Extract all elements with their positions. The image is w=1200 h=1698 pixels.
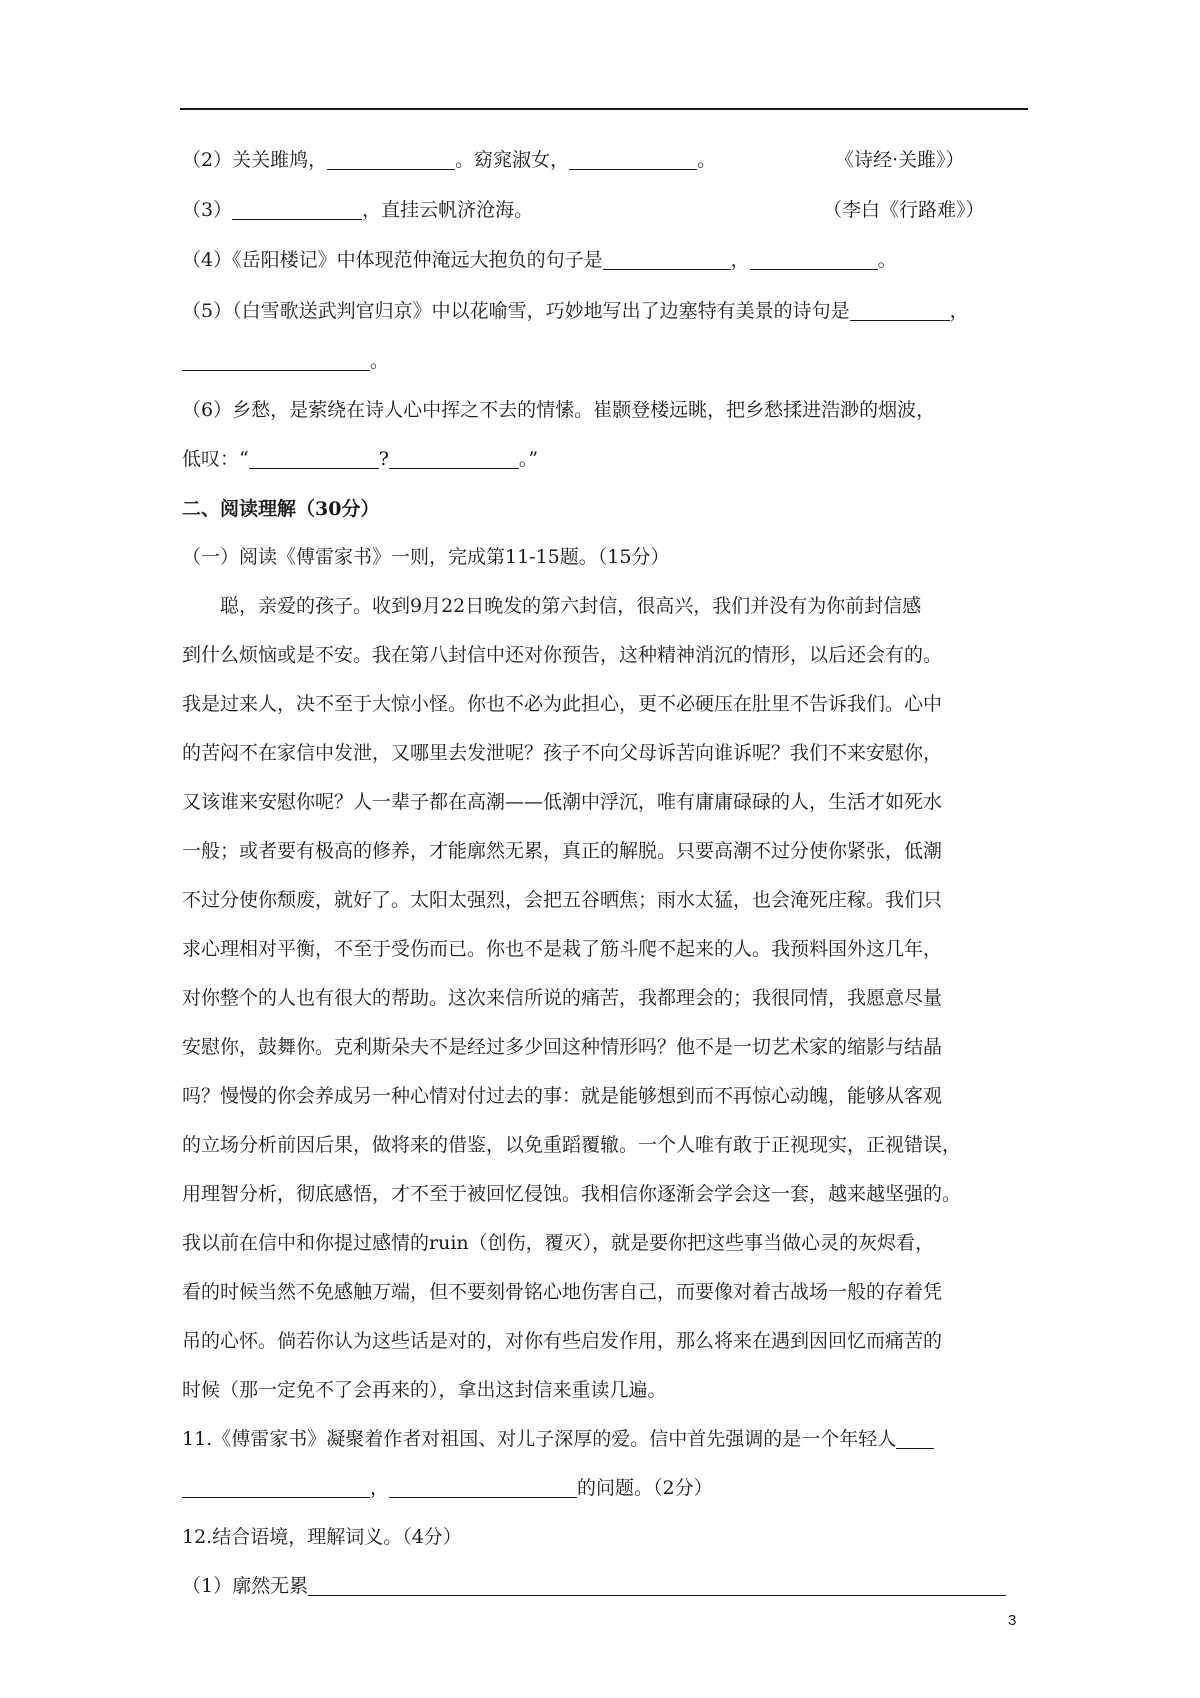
section-subheading: （一）阅读《傅雷家书》一则，完成第11-15题。（15分） [182, 546, 670, 568]
passage-line: 我以前在信中和你提过感情的ruin（创伤，覆灭），就是要你把这些事当做心灵的灰烬看， [182, 1232, 935, 1254]
question-11-stem: 11.《傅雷家书》凝聚着作者对祖国、对儿子深厚的爱。信中首先强调的是一个年轻人 [182, 1428, 897, 1450]
item-2-source: 《诗经·关雎》） [835, 149, 965, 171]
passage-line: 的立场分析前因后果，做将来的借鉴，以免重蹈覆辙。一个人唯有敢于正视现实，正视错误， [182, 1134, 962, 1156]
item-4-text-a: （4）《岳阳楼记》中体现范仲淹远大抱负的句子是 [182, 249, 603, 271]
item-4-text-c: 。 [877, 249, 897, 271]
question-11-line1 [182, 1426, 934, 1452]
item-3-source: （李白《行路难》） [823, 199, 985, 221]
answer-blank[interactable] [308, 1575, 1006, 1596]
answer-blank[interactable] [569, 149, 697, 170]
passage-line: 又该谁来安慰你呢？人一辈子都在高潮——低潮中浮沉，唯有庸庸碌碌的人，生活才如死水 [182, 791, 943, 813]
item-5-text-c: 。 [370, 350, 390, 372]
passage-line: 聪，亲爱的孩子。收到9月22日晚发的第六封信，很高兴，我们并没有为你前封信感 [220, 595, 922, 617]
question-11-separator: ， [370, 1477, 390, 1499]
passage-line: 求心理相对平衡，不至于受伤而已。你也不是栽了筋斗爬不起来的人。我预料国外这几年， [182, 938, 943, 960]
passage-line: 不过分使你颓废，就好了。太阳太强烈，会把五谷晒焦；雨水太猛，也会淹死庄稼。我们只 [182, 889, 943, 911]
header-rule [180, 108, 1028, 110]
answer-blank[interactable] [327, 149, 455, 170]
answer-blank[interactable] [896, 1428, 934, 1449]
answer-blank[interactable] [249, 448, 379, 469]
question-12-sub1 [182, 1573, 1006, 1599]
answer-blank[interactable] [232, 199, 362, 220]
page-number: 3 [1008, 1612, 1017, 1629]
item-4-text-b: ， [730, 249, 750, 271]
answer-blank[interactable] [750, 249, 878, 270]
answer-blank[interactable] [182, 1477, 370, 1498]
item-6-line2 [182, 446, 538, 472]
item-2-text-a: （2）关关雎鸠， [182, 149, 328, 171]
question-11-line2 [182, 1475, 713, 1501]
passage-line: 吗？慢慢的你会养成另一种心情对付过去的事：就是能够想到而不再惊心动魄，能够从客观 [182, 1085, 943, 1107]
item-3 [182, 197, 533, 223]
passage-line: 对你整个的人也有很大的帮助。这次来信所说的痛苦，我都理会的；我很同情，我愿意尽量 [182, 987, 943, 1009]
item-4 [182, 247, 897, 273]
item-2-text-b: 。窈窕淑女， [455, 149, 570, 171]
passage-line: 吊的心怀。倘若你认为这些话是对的，对你有些启发作用，那么将来在遇到因回忆而痛苦的 [182, 1330, 943, 1352]
passage-line: 一般；或者要有极高的修养，才能廓然无累，真正的解脱。只要高潮不过分使你紧张，低潮 [182, 840, 943, 862]
passage-line: 看的时候当然不免感触万端，但不要刻骨铭心地伤害自己，而要像对着古战场一般的存着凭 [182, 1281, 943, 1303]
passage-line: 我是过来人，决不至于大惊小怪。你也不必为此担心，更不必硬压在肚里不告诉我们。心中 [182, 693, 943, 715]
item-5-text-b: ， [949, 300, 969, 322]
item-6-text-a: 低叹：“ [182, 448, 249, 470]
item-3-text-b: ，直挂云帆济沧海。 [362, 199, 534, 221]
answer-blank[interactable] [182, 350, 370, 371]
item-6-line1: （6）乡愁，是萦绕在诗人心中挥之不去的情愫。崔颢登楼远眺，把乡愁揉进浩渺的烟波， [182, 399, 936, 421]
passage-line: 时候（那一定免不了会再来的），拿出这封信来重读几遍。 [182, 1379, 667, 1401]
answer-blank[interactable] [850, 300, 950, 321]
item-3-text-a: （3） [182, 199, 233, 221]
answer-blank[interactable] [389, 1477, 577, 1498]
item-6-text-b: ? [378, 448, 389, 470]
section-heading: 二、阅读理解（30分） [182, 498, 380, 520]
passage-line: 用理智分析，彻底感悟，才不至于被回忆侵蚀。我相信你逐渐会学会这一套，越来越坚强的。 [182, 1183, 962, 1205]
item-5-text-a: （5）（白雪歌送武判官归京》中以花喻雪，巧妙地写出了边塞特有美景的诗句是 [182, 300, 850, 322]
passage-line: 到什么烦恼或是不安。我在第八封信中还对你预告，这种精神消沉的情形，以后还会有的。 [182, 644, 943, 666]
question-11-end: 的问题。（2分） [577, 1477, 713, 1499]
answer-blank[interactable] [389, 448, 519, 469]
answer-blank[interactable] [603, 249, 731, 270]
passage-line: 的苦闷不在家信中发泄，又哪里去发泄呢？孩子不向父母诉苦向谁诉呢？我们不来安慰你， [182, 742, 943, 764]
item-5 [182, 298, 969, 324]
item-5-cont [182, 348, 389, 374]
question-12-sub1-label: （1）廓然无累 [182, 1575, 309, 1597]
item-2 [182, 147, 716, 173]
item-6-text-c: 。” [518, 448, 539, 470]
question-12-stem: 12.结合语境，理解词义。（4分） [182, 1526, 462, 1548]
passage-line: 安慰你，鼓舞你。克利斯朵夫不是经过多少回这种情形吗？他不是一切艺术家的缩影与结晶 [182, 1036, 943, 1058]
item-2-text-c: 。 [697, 149, 717, 171]
